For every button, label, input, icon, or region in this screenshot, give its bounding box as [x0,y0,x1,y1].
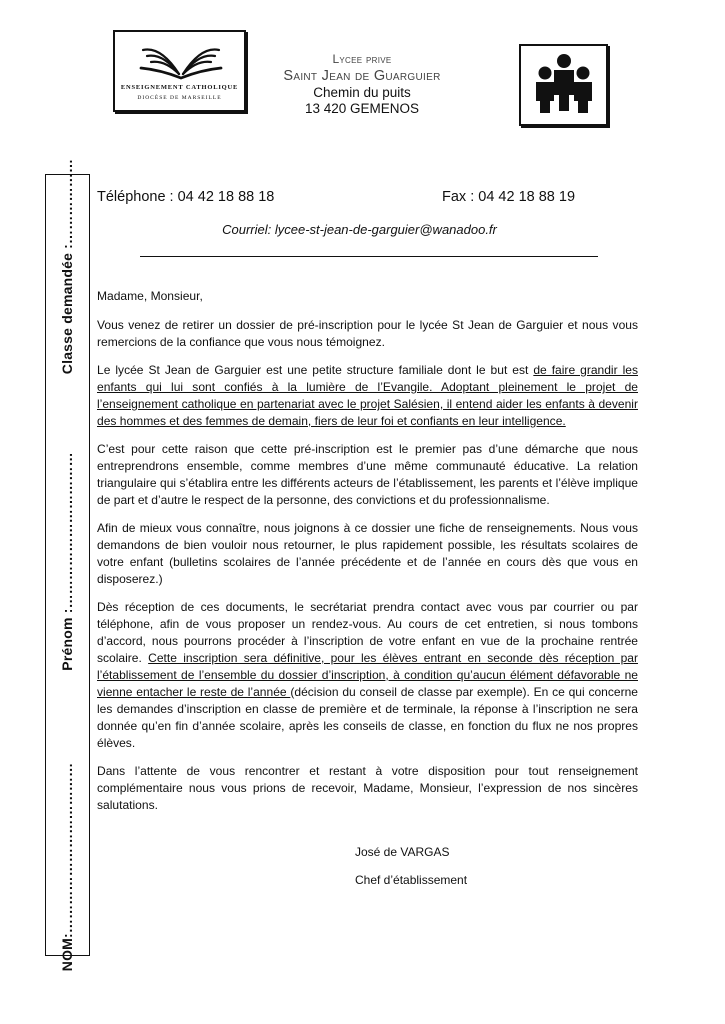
email-address[interactable]: Courriel: lycee-st-jean-de-garguier@wanadoo.fr [222,222,497,237]
school-address-block [252,52,472,116]
paragraph-1: Vous venez de retirer un dossier de pré-inscription pour le lycée St Jean de Garguier et nous vous remercions de la confiance que vous nous témoignez. [97,318,638,349]
three-figures-logo [519,44,608,126]
nom-field[interactable]: NOM:……………………………… [59,762,76,972]
school-name: Saint Jean de Guarguier [283,68,441,84]
letter-greeting: Madame, Monsieur, [97,289,203,303]
student-info-labels [45,158,90,972]
paragraph-2-intro: Le lycée St Jean de Garguier est une petite structure familiale dont le but est [97,363,534,377]
signature-title: Chef d’établissement [355,873,468,887]
open-book-icon [133,44,229,82]
three-figures-icon [528,51,600,121]
paragraph-4: Afin de mieux vous connaître, nous joignons à ce dossier une fiche de renseignements. Nous vous demandons de bien vouloir nous retourner, le plus rapidement possible, les résultats scolaires de votre enfant (bulletins scolaires de l’année précédente et de l’année en cours dès que vous en disposerez.) [97,521,638,586]
paragraph-6: Dans l’attente de vous rencontrer et restant à votre disposition pour tout renseignement complémentaire nous vous prions de recevoir, Madame, Monsieur, l’expression de nos sincères salutations. [97,764,638,812]
logo-text-enseignement: ENSEIGNEMENT CATHOLIQUE [120,84,239,91]
letter-body [97,288,638,825]
paragraph-2-underlined: de faire grandir les enfants qui lui sont confiés à la lumière de l’Evangile. Adoptant pleinement le projet de l’enseignement catholique en partenariat avec le projet Salésien, il entend aider les enfants à devenir des hommes et des femmes de demain, fiers de leur foi et confiants en leur intelligence. [97,363,638,428]
school-city: 13 420 GEMENOS [304,101,420,116]
paragraph-5-underlined: Cette inscription sera définitive, pour les élèves entrant en seconde dès réception par l’établissement de l’ensemble du dossier d’inscription, à condition qu’aucun élément défavorable ne vienne entacher le reste de l’année [97,651,638,699]
school-street: Chemin du puits [313,85,411,100]
signature-name: José de VARGAS [355,845,450,859]
paragraph-5 [97,599,638,752]
phone-number: Téléphone : 04 42 18 88 18 [97,189,275,205]
paragraph-5-end: (décision du conseil de classe par exemple). En ce qui concerne les demandes d’inscription en classe de première et de terminale, la réponse à l’inscription ne sera donnée qu’en fin d’année scolaire, après les conseils de classe, en fonction du flux ne nos propres élèves. [97,685,639,750]
enseignement-catholique-logo [113,30,246,112]
paragraph-2 [97,362,638,430]
header-divider [140,256,598,257]
prenom-field[interactable]: Prénom :…………………………… [59,452,76,671]
classe-field[interactable]: Classe demandée :……………… [59,158,76,375]
logo-text-diocese: DIOCÈSE DE MARSEILLE [137,95,222,101]
fax-number: Fax : 04 42 18 88 19 [442,189,576,205]
paragraph-5-intro: Dès réception de ces documents, le secrétariat prendra contact avec vous par courrier ou par téléphone, afin de vous proposer un rendez-vous. Au cours de cet entretien, si nous tombons d’accord, nous pourrons procéder à l’inscription de votre enfant en vue de la prochaine rentrée scolaire. [97,600,638,665]
school-type: Lycee prive [332,52,392,66]
paragraph-3: C’est pour cette raison que cette pré-inscription est le premier pas d’une démarche que nous entreprendrons ensemble, comme membres d’une même communauté éducative. La relation triangulaire qui s’établira entre les différents acteurs de l’établissement, les parents et l’élève implique de part et d’autre le respect de la personne, des convictions et du professionnalisme. [97,442,638,507]
